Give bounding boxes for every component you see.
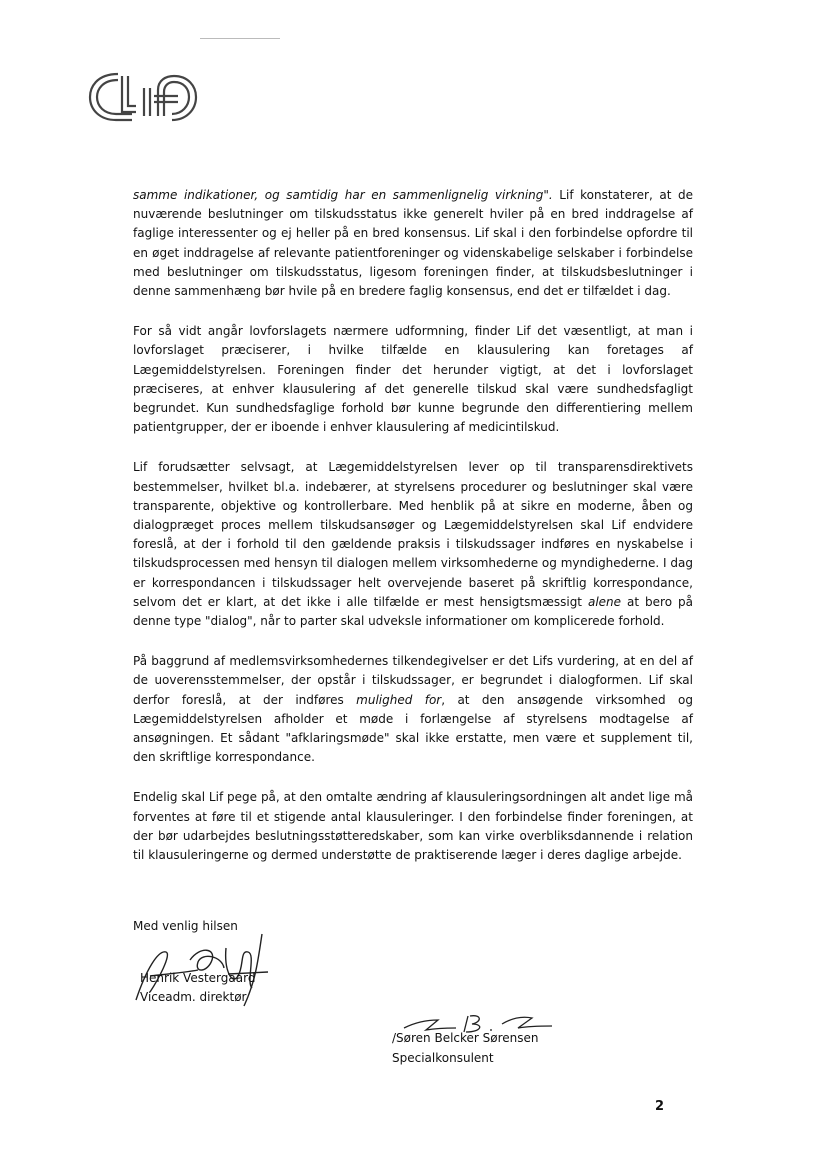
paragraph-4 [133,652,693,767]
signatory-2 [392,1029,539,1068]
paragraph-1-italic: samme indikationer, og samtidig har en sammenlignelig virkning". [133,188,553,202]
paragraph-1-text: Lif konstaterer, at de nuværende beslutninger om tilskudsstatus ikke generelt hviler på en bred inddragelse af faglige interessenter og ej heller på en bred konsensus. Lif skal i den forbindelse opfordre til en øget inddragelse af relevante patientforeninger og videnskabelige selskaber i forbindelse med beslutninger om tilskudsstatus, ligesom foreningen finder, at tilskudsbeslutninger i denne sammenhæng bør hvile på en bredere faglig konsensus, end det er tilfældet i dag. [133,188,693,299]
paragraph-3 [133,458,693,631]
paragraph-3-text: Lif forudsætter selvsagt, at Lægemiddelstyrelsen lever op til transparensdirektivets bestemmelser, hvilket bl.a. indebærer, at styrelsens procedurer og beslutninger skal være transparente, objektive og kontrollerbare. Med henblik på at sikre en moderne, åben og dialogpræget proces mellem tilskudsansøger og Lægemiddelstyrelsen skal Lif endvidere foreslå, at der i forhold til den gældende praksis i tilskudssager indføres en nyskabelse i tilskudsprocessen med hensyn til dialogen mellem virksomhederne og myndighederne. I dag er korrespondancen i tilskudssager helt overvejende baseret på skriftlig korrespondance, selvom det er klart, at det ikke i alle tilfælde er mest hensigtsmæssigt [133,460,693,609]
lif-logo [88,66,198,128]
signatory-2-title: Specialkonsulent [392,1050,494,1065]
signatory-2-name: /Søren Belcker Sørensen [392,1031,539,1045]
page-number: 2 [655,1099,665,1114]
signatory-1 [140,969,255,1007]
paragraph-2-text: For så vidt angår lovforslagets nærmere udformning, finder Lif det væsentligt, at man i lovforslaget præciserer, i hvilke tilfælde en klausulering kan foretages af Lægemiddelstyrelsen. Foreningen finder det herunder vigtigt, at det i lovforslaget præciseres, at enhver klausulering af det generelle tilskud skal være sundhedsfagligt begrundet. Kun sundhedsfaglige forhold bør kunne begrunde den differentiering mellem patientgrupper, der er iboende i enhver klausulering af medicintilskud. [133,324,693,435]
paragraph-3-tail: at bero på denne type "dialog", når to parter skal udveksle informationer om komplicerede forhold. [133,594,694,629]
closing-greeting: Med venlig hilsen [133,919,238,933]
paragraph-1 [133,186,693,301]
top-rule [200,38,280,39]
signatory-1-title: Viceadm. direktør [140,990,247,1004]
paragraph-4-italic: mulighed for [356,692,442,707]
paragraph-4-tail: , at den ansøgende virksomhed og Lægemiddelstyrelsen afholder et møde i forlængelse af styrelsens modtagelse af ansøgningen. Et sådant "afklaringsmøde" skal ikke erstatte, men være et supplement til, den skriftlige korrespondance. [133,692,693,765]
letter-body [133,186,693,886]
paragraph-5-text: Endelig skal Lif pege på, at den omtalte ændring af klausuleringsordningen alt andet lige må forventes at føre til et stigende antal klausuleringer. I den forbindelse finder foreningen, at der bør udarbejdes beslutningsstøtteredskaber, som kan virke overbliksdannende i relation til klausuleringerne og dermed understøtte de praktiserende læger i deres daglige arbejde. [133,790,693,863]
paragraph-2 [133,322,693,437]
paragraph-3-italic: alene [587,594,622,609]
paragraph-4-text: På baggrund af medlemsvirksomhedernes tilkendegivelser er det Lifs vurdering, at en del af de uoverensstemmelser, der opstår i tilskudssager, er begrundet i dialogformen. Lif skal derfor foreslå, at der indføres [133,654,693,707]
signatory-1-name: Henrik Vestergaard [140,971,256,985]
paragraph-5 [133,788,693,865]
